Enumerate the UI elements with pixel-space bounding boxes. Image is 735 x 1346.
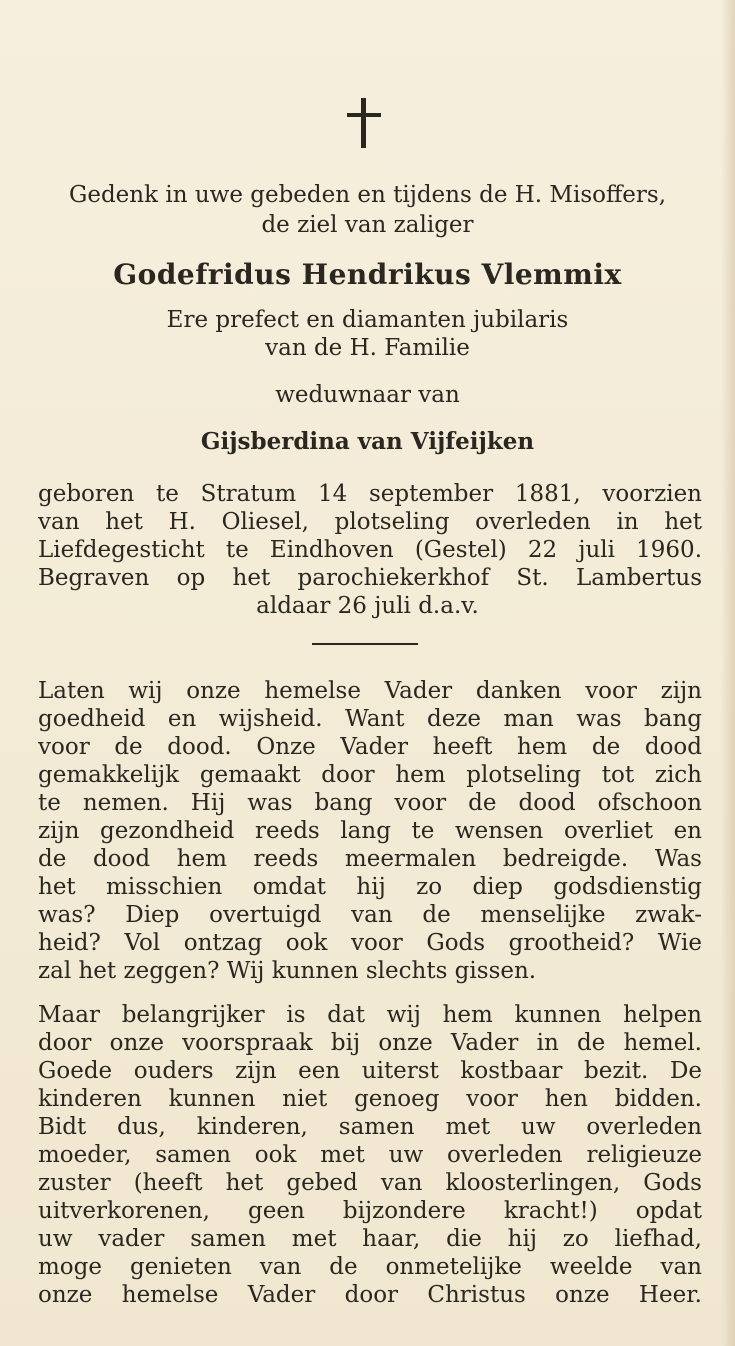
paragraph1-line: was? Diep overtuigd van de menselijke zwak- — [38, 902, 702, 928]
title-line-2: van de H. Familie — [265, 335, 470, 361]
paragraph1-line: goedheid en wijsheid. Want deze man was bang — [38, 706, 702, 732]
bio-line: geboren te Stratum 14 september 1881, voorzien — [38, 481, 702, 507]
bio-line: van het H. Oliesel, plotseling overleden in het — [38, 509, 702, 535]
paragraph1-line: heid? Vol ontzag ook voor Gods grootheid? Wie — [38, 930, 702, 956]
paragraph2-line: onze hemelse Vader door Christus onze Heer. — [38, 1282, 702, 1308]
paragraph1-line: zijn gezondheid reeds lang te wensen overliet en — [38, 818, 702, 844]
paragraph1-line: gemakkelijk gemaakt door hem plotseling tot zich — [38, 762, 702, 788]
paragraph2-line: uw vader samen met haar, die hij zo liefhad, — [38, 1226, 702, 1252]
widower-label: weduwnaar van — [275, 382, 460, 408]
paragraph1-line: de dood hem reeds meermalen bedreigde. Was — [38, 846, 702, 872]
paragraph2-line: zuster (heeft het gebed van kloosterlingen, Gods — [38, 1170, 702, 1196]
spouse-name: Gijsberdina van Vijfeijken — [200, 428, 535, 455]
title-line-1: Ere prefect en diamanten jubilaris — [166, 307, 569, 333]
bio-last-line: aldaar 26 juli d.a.v. — [256, 593, 479, 619]
paragraph1-line: voor de dood. Onze Vader heeft hem de dood — [38, 734, 702, 760]
deceased-name: Godefridus Hendrikus Vlemmix — [113, 258, 622, 291]
paragraph1-line: te nemen. Hij was bang voor de dood ofschoon — [38, 790, 702, 816]
paragraph2-line: moge genieten van de onmetelijke weelde van — [38, 1254, 702, 1280]
paragraph2-line: Maar belangrijker is dat wij hem kunnen helpen — [38, 1002, 702, 1028]
intro-line-1: Gedenk in uwe gebeden en tijdens de H. Misoffers, — [68, 182, 667, 208]
paragraph2-line: uitverkorenen, geen bijzondere kracht!) opdat — [38, 1198, 702, 1224]
cross-icon — [347, 98, 381, 148]
paragraph2-line: door onze voorspraak bij onze Vader in de hemel. — [38, 1030, 702, 1056]
paragraph2-line: Bidt dus, kinderen, samen met uw overleden — [38, 1114, 702, 1140]
paragraph2-line: kinderen kunnen niet genoeg voor hen bidden. — [38, 1086, 702, 1112]
paragraph1-last-line: zal het zeggen? Wij kunnen slechts gissen. — [38, 958, 537, 984]
paragraph2-line: Goede ouders zijn een uiterst kostbaar bezit. De — [38, 1058, 702, 1084]
divider-rule — [312, 643, 418, 645]
bio-line: Liefdegesticht te Eindhoven (Gestel) 22 juli 1960. — [38, 537, 702, 563]
intro-line-2: de ziel van zaliger — [261, 212, 474, 238]
paragraph1-line: Laten wij onze hemelse Vader danken voor zijn — [38, 678, 702, 704]
bio-line: Begraven op het parochiekerkhof St. Lambertus — [38, 565, 702, 591]
paragraph2-line: moeder, samen ook met uw overleden religieuze — [38, 1142, 702, 1168]
paragraph1-line: het misschien omdat hij zo diep godsdienstig — [38, 874, 702, 900]
